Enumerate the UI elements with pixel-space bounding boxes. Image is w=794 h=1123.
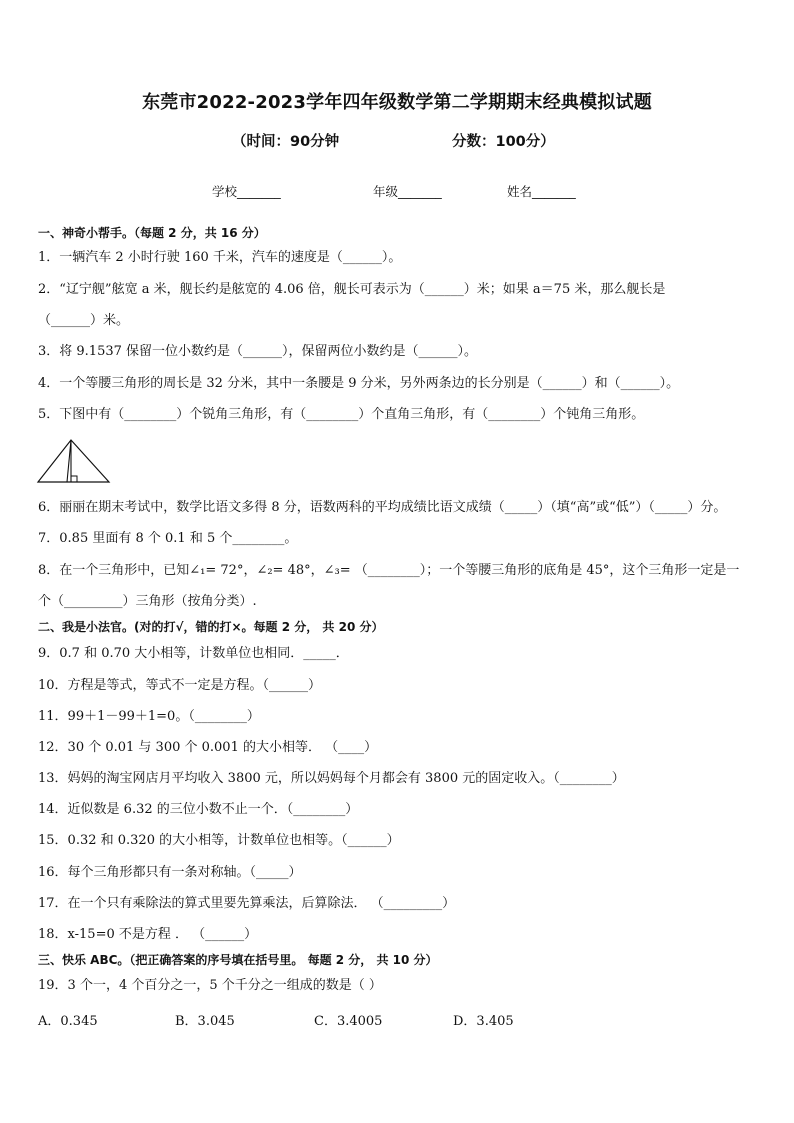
question-2-line-2: （______）米。 [38, 313, 130, 328]
question-19: 19．3 个一，4 个百分之一，5 个千分之一组成的数是（ ） [38, 978, 382, 993]
question-8-line-1: 8．在一个三角形中，已知∠₁= 72°，∠₂= 48°，∠₃= （________）；一个等腰三角形的底角是 45°，这个三角形一定是一 [38, 563, 740, 578]
question-6: 6．丽丽在期末考试中，数学比语文多得 8 分，语数两科的平均成绩比语文成绩（_____）（填“高”或“低”）（_____）分。 [38, 500, 727, 515]
exam-score: 分数：100分） [452, 134, 555, 150]
grade-field: 年级_______ [373, 184, 442, 199]
question-1: 1．一辆汽车 2 小时行驶 160 千米，汽车的速度是（______）。 [38, 250, 402, 265]
option-a: A．0.345 [38, 1014, 98, 1029]
question-3: 3．将 9.1537 保留一位小数约是（______），保留两位小数约是（______）。 [38, 344, 478, 359]
section-3-heading: 三、快乐 ABC。（把正确答案的序号填在括号里。 每题 2 分， 共 10 分） [38, 953, 438, 967]
question-4: 4．一个等腰三角形的周长是 32 分米，其中一条腰是 9 分米，另外两条边的长分别是（______）和（______）。 [38, 376, 680, 391]
triangle-figure [36, 437, 112, 485]
question-17: 17．在一个只有乘除法的算式里要先算乘法，后算除法． （_________） [38, 896, 456, 911]
question-10: 10．方程是等式，等式不一定是方程。（______） [38, 678, 322, 693]
question-15: 15．0.32 和 0.320 的大小相等，计数单位也相等。（______） [38, 833, 400, 848]
question-7: 7．0.85 里面有 8 个 0.1 和 5 个________。 [38, 531, 298, 546]
name-field: 姓名_______ [507, 184, 576, 199]
exam-subtitle [0, 130, 794, 152]
option-b: B．3.045 [175, 1014, 235, 1029]
section-1-heading: 一、神奇小帮手。（每题 2 分，共 16 分） [38, 226, 266, 240]
section-2-heading: 二、我是小法官。(对的打√，错的打×。每题 2 分， 共 20 分） [38, 620, 384, 634]
question-12: 12．30 个 0.01 与 300 个 0.001 的大小相等． （____） [38, 740, 378, 755]
question-16: 16．每个三角形都只有一条对称轴。（_____） [38, 865, 302, 880]
question-14: 14．近似数是 6.32 的三位小数不止一个．（________） [38, 802, 359, 817]
question-18: 18．x-15=0 不是方程 ． （______） [38, 927, 258, 942]
exam-title: 东莞市2022-2023学年四年级数学第二学期期末经典模拟试题 [142, 92, 652, 113]
question-8-line-2: 个（_________）三角形（按角分类）. [38, 594, 257, 609]
question-2-line-1: 2．“辽宁舰”舷宽 a 米，舰长约是舷宽的 4.06 倍，舰长可表示为（______）米；如果 a＝75 米，那么舰长是 [38, 282, 666, 297]
inner-segment [67, 440, 71, 482]
question-11: 11．99＋1－99＋1=0。（________） [38, 709, 260, 724]
option-c: C．3.4005 [314, 1014, 383, 1029]
question-9: 9．0.7 和 0.70 大小相等，计数单位也相同．_____． [38, 646, 349, 661]
question-13: 13．妈妈的淘宝网店月平均收入 3800 元，所以妈妈每个月都会有 3800 元的固定收入。（________） [38, 771, 625, 786]
option-d: D．3.405 [453, 1014, 514, 1029]
question-5: 5．下图中有（________）个锐角三角形，有（________）个直角三角形，有（________）个钝角三角形。 [38, 407, 645, 422]
right-angle-mark [71, 476, 77, 482]
exam-time: （时间：90分钟 [232, 134, 340, 150]
student-info [0, 182, 794, 202]
school-field: 学校_______ [212, 184, 281, 199]
